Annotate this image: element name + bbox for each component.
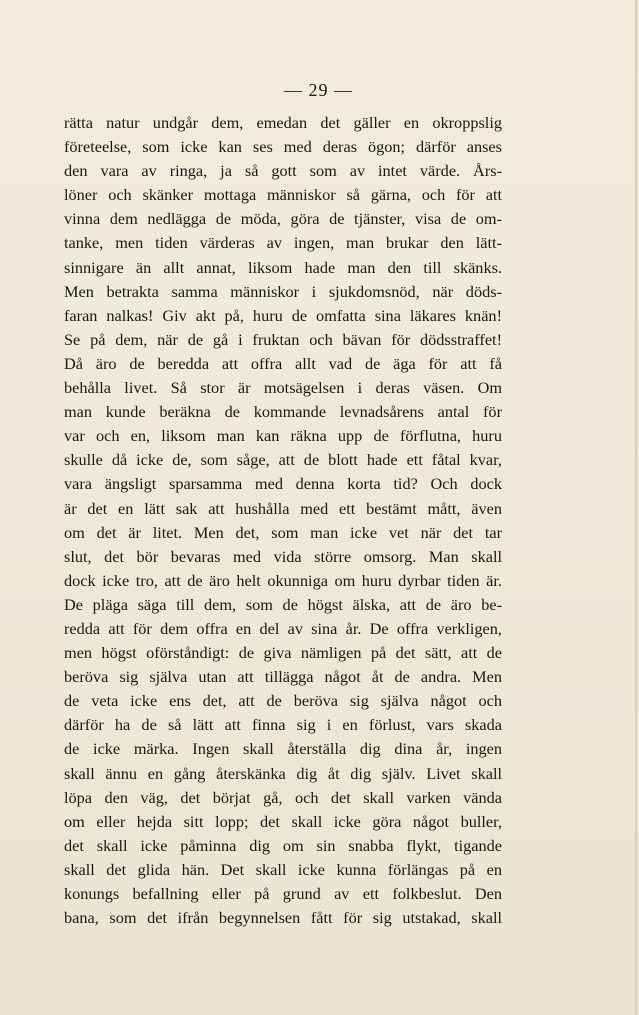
text-line: bana, som det ifrån begynnelsen fått för sig utstakad, skall <box>64 908 502 928</box>
text-line: vara ängsligt sparsamma med denna korta tid? Och dock <box>64 474 502 494</box>
text-line: redda att för dem offra en del av sina år. De offra verkligen, <box>64 618 502 638</box>
text-line: löpa den väg, det börjat gå, och det skall varken vända <box>64 787 502 807</box>
text-line: skall ännu en gång återskänka dig åt dig själv. Livet skall <box>64 763 502 783</box>
page-number: — 29 — <box>284 80 353 100</box>
text-line: slut, det bör bevaras med vida större omsorg. Man skall <box>64 546 502 566</box>
text-line: beröva sig själva utan att tillägga något åt de andra. Men <box>64 667 502 687</box>
text-line: om det är litet. Men det, som man icke vet när det tar <box>64 522 502 542</box>
text-line: rätta natur undgår dem, emedan det gäller en okroppslig <box>64 113 502 132</box>
text-line: om eller hejda sitt lopp; det skall icke göra något buller, <box>64 811 502 831</box>
text-line: sinnigare än allt annat, liksom hade man den till skänks. <box>64 257 502 277</box>
text-line: dock icke tro, att de äro helt okunniga om huru dyrbar tiden är. <box>64 570 502 590</box>
text-line: är det en lätt sak att hushålla med ett bestämt mått, även <box>64 498 502 518</box>
text-line: de icke märka. Ingen skall återställa dig dina år, ingen <box>64 739 502 759</box>
text-line: konungs befallning eller på grund av ett folkbeslut. Den <box>64 884 502 903</box>
text-line: vinna dem nedlägga de möda, göra de tjänster, visa de om- <box>64 209 502 229</box>
text-line: löner och skänker mottaga människor så gärna, och för att <box>64 185 502 205</box>
text-line: men högst oförståndigt: de giva nämligen på det sätt, att de <box>64 643 502 663</box>
text-line: behålla livet. Så stor är motsägelsen i deras väsen. Om <box>64 378 502 398</box>
text-line: det skall icke påminna dig om sin snabba flykt, tigande <box>64 835 502 855</box>
text-line: Men betrakta samma människor i sjukdomsnöd, när döds- <box>64 281 502 301</box>
text-line: skulle då icke de, som såge, att de blott hade ett fåtal kvar, <box>64 450 502 470</box>
text-line: de veta icke ens det, att de beröva sig själva något och <box>64 691 502 711</box>
text-line: De pläga säga till dem, som de högst älska, att de äro be- <box>64 594 502 614</box>
text-line: skall det glida hän. Det skall icke kunna förlängas på en <box>64 859 502 879</box>
text-line: var och en, liksom man kan räkna upp de förflutna, huru <box>64 426 502 446</box>
text-line: faran nalkas! Giv akt på, huru de omfatta sina läkares knän! <box>64 305 502 325</box>
text-line: därför ha de så lätt att finna sig i en förlust, vars skada <box>64 715 502 735</box>
text-line: man kunde beräkna de kommande levnadsårens antal för <box>64 402 502 422</box>
body-text <box>64 111 502 930</box>
text-line: den vara av ringa, ja så gott som av intet värde. Års- <box>64 161 502 181</box>
text-line: tanke, men tiden värderas av ingen, man brukar den lätt- <box>64 233 502 253</box>
text-line: Då äro de beredda att offra allt vad de äga för att få <box>64 353 502 373</box>
text-line: Se på dem, när de gå i fruktan och bävan för dödsstraffet! <box>64 329 502 349</box>
text-line: företeelse, som icke kan ses med deras ögon; därför anses <box>64 137 502 157</box>
